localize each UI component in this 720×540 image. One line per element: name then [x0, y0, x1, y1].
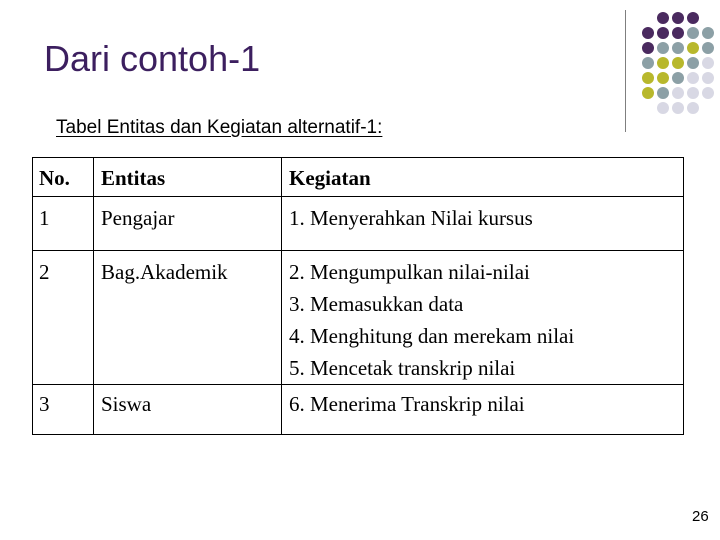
decorative-dot: [657, 57, 669, 69]
decorative-dot: [657, 27, 669, 39]
page-number: 26: [692, 508, 709, 525]
decorative-dot: [702, 42, 714, 54]
slide-subtitle: Tabel Entitas dan Kegiatan alternatif-1:: [56, 117, 383, 138]
decorative-dot: [687, 72, 699, 84]
decorative-dot: [642, 42, 654, 54]
decorative-dot: [702, 57, 714, 69]
decorative-dot: [702, 72, 714, 84]
table-cell-kegiatan: 1. Menyerahkan Nilai kursus: [289, 206, 533, 230]
decorative-dot: [687, 27, 699, 39]
decorative-divider: [625, 10, 626, 132]
row-divider: [33, 384, 683, 385]
table-cell-no: 3: [39, 392, 50, 416]
decorative-dot: [687, 87, 699, 99]
decorative-dot: [642, 87, 654, 99]
column-divider: [93, 158, 94, 434]
decorative-dot: [687, 102, 699, 114]
header-entitas: Entitas: [101, 166, 166, 190]
decorative-dot: [702, 87, 714, 99]
slide-title: Dari contoh-1: [44, 38, 261, 79]
header-no: No.: [39, 166, 70, 190]
decorative-dot: [657, 102, 669, 114]
column-divider: [281, 158, 282, 434]
decorative-dot: [657, 72, 669, 84]
header-kegiatan: Kegiatan: [289, 166, 371, 190]
table-cell-no: 2: [39, 260, 50, 284]
table-cell-kegiatan: 2. Mengumpulkan nilai-nilai 3. Memasukkan data 4. Menghitung dan merekam nilai 5. Mencetak transkrip nilai: [289, 260, 575, 380]
decorative-dot: [702, 27, 714, 39]
row-divider: [33, 196, 683, 197]
decorative-dot: [672, 27, 684, 39]
table-cell-entitas: Siswa: [101, 392, 152, 416]
decorative-dot: [672, 102, 684, 114]
table-cell-kegiatan: 6. Menerima Transkrip nilai: [289, 392, 525, 416]
table-cell-entitas: Pengajar: [101, 206, 175, 230]
table-cell-no: 1: [39, 206, 50, 230]
decorative-dot: [687, 57, 699, 69]
row-divider: [33, 250, 683, 251]
decorative-dot: [672, 87, 684, 99]
decorative-dot: [672, 12, 684, 24]
decorative-dot: [642, 72, 654, 84]
decorative-dot: [657, 87, 669, 99]
entity-activity-table: [32, 157, 684, 435]
decorative-dot: [657, 42, 669, 54]
table-cell-entitas: Bag.Akademik: [101, 260, 228, 284]
decorative-dot: [687, 12, 699, 24]
decorative-dot: [672, 72, 684, 84]
decorative-dot: [687, 42, 699, 54]
decorative-dot: [642, 27, 654, 39]
decorative-dot: [642, 57, 654, 69]
decorative-dot: [657, 12, 669, 24]
decorative-dot: [672, 42, 684, 54]
decorative-dot: [672, 57, 684, 69]
